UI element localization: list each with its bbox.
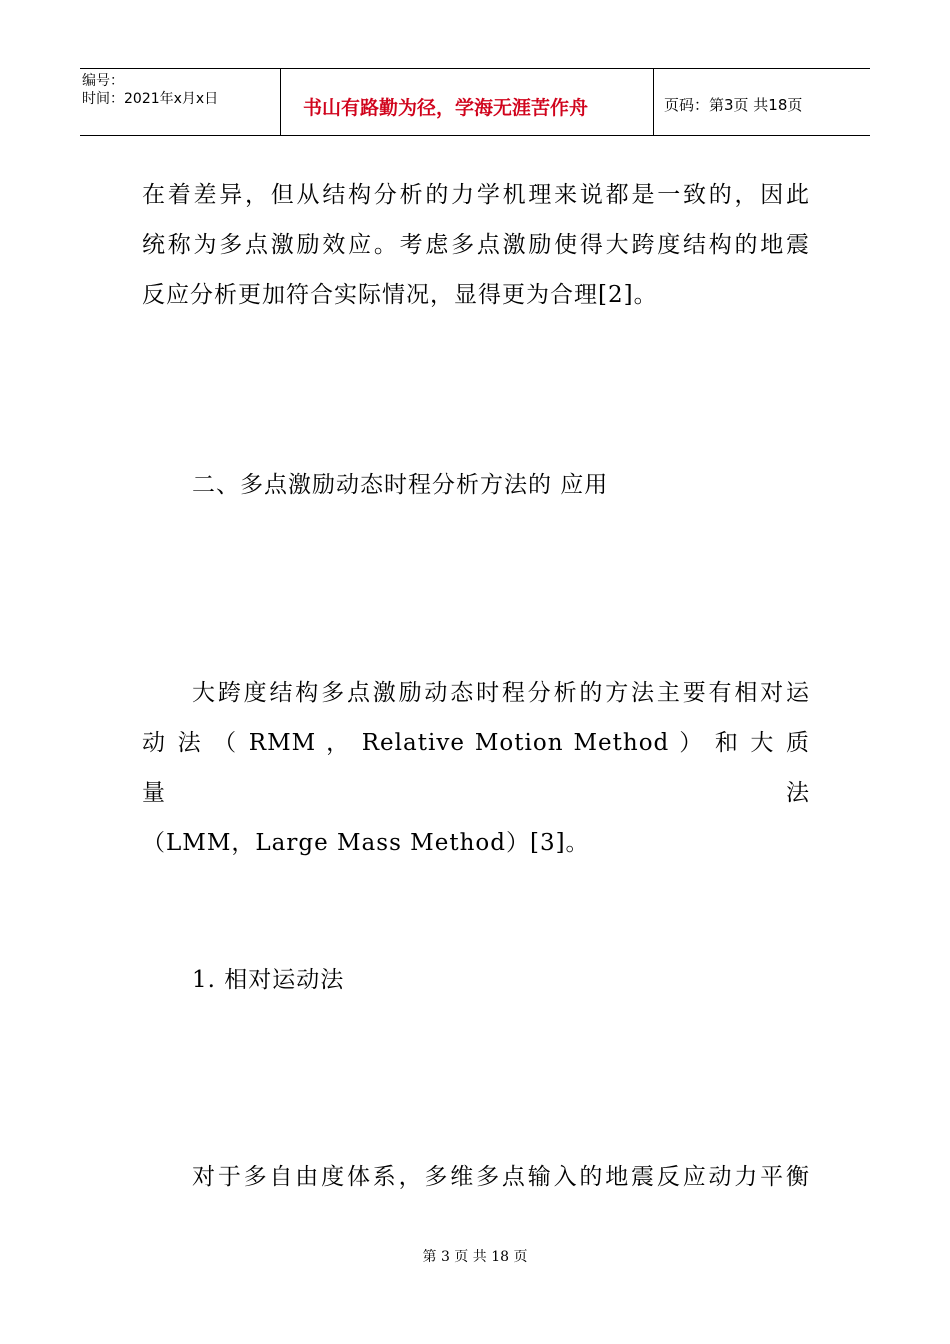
header-meta-cell — [80, 69, 281, 135]
motto-text: 书山有路勤为径，学海无涯苦作舟 — [303, 97, 589, 119]
header-page-cell — [654, 69, 870, 135]
paragraph-line: 在着差异，但从结构分析的力学机理来说都是一致的，因此 — [142, 182, 810, 208]
paragraph-line: 动 法 （ RMM ， Relative Motion Method ） 和 大 质 量 法 — [142, 730, 810, 806]
paragraph-line: 大跨度结构多点激励动态时程分析的方法主要有相对运 — [192, 680, 810, 706]
paragraph-2 — [142, 668, 810, 868]
paragraph-3: 对于多自由度体系，多维多点输入的地震反应动力平衡 — [192, 1164, 810, 1190]
page-header — [80, 68, 870, 136]
header-motto-cell — [281, 69, 654, 135]
paragraph-1 — [142, 170, 810, 320]
time-label: 时间：2021年x月x日 — [82, 91, 219, 107]
paragraph-line: （LMM，Large Mass Method）[3]。 — [142, 830, 590, 856]
page-info: 页码：第3页 共18页 — [664, 96, 803, 114]
paragraph-line: 反应分析更加符合实际情况，显得更为合理[2]。 — [142, 282, 658, 308]
number-label: 编号： — [82, 73, 124, 89]
page-footer: 第 3 页 共 18 页 — [422, 1249, 528, 1265]
paragraph-line: 统称为多点激励效应。考虑多点激励使得大跨度结构的地震 — [142, 232, 810, 258]
section-heading-2: 二、多点激励动态时程分析方法的 应用 — [192, 472, 609, 498]
subsection-heading: 1. 相对运动法 — [192, 967, 345, 993]
